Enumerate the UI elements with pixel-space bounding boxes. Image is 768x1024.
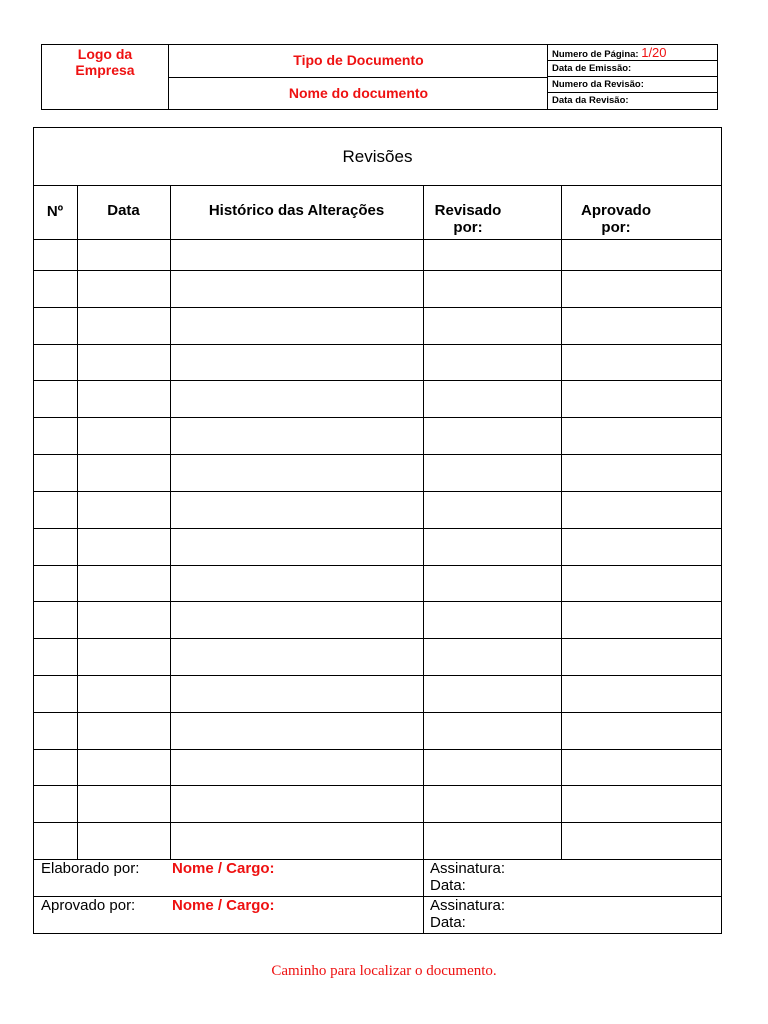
- header-divider-bottom: [169, 109, 548, 110]
- row-divider: [33, 565, 722, 566]
- issue-date-label: Data de Emissão:: [552, 63, 632, 74]
- page-number-value: 1/20: [641, 45, 667, 60]
- header-divider-middle: [169, 77, 548, 78]
- revision-date-label: Data da Revisão:: [552, 95, 629, 106]
- row-divider: [33, 344, 722, 345]
- row-divider: [33, 491, 722, 492]
- meta-divider: [548, 76, 717, 77]
- column-divider: [561, 185, 562, 859]
- col-header-number: Nº: [46, 203, 64, 220]
- row-divider: [33, 528, 722, 529]
- prepared-by-name-field[interactable]: Nome / Cargo:: [172, 860, 275, 877]
- col-header-reviewed-by: [423, 202, 513, 236]
- prepared-signature-label: Assinatura:: [430, 860, 506, 877]
- column-divider: [77, 185, 78, 859]
- prepared-date-label: Data:: [430, 877, 466, 894]
- row-divider: [33, 270, 722, 271]
- page-number-label: Numero de Página:: [552, 49, 639, 60]
- approved-by-name-field[interactable]: Nome / Cargo:: [172, 897, 275, 914]
- col-header-approved-by: [561, 202, 671, 236]
- document-type: Tipo de Documento: [293, 52, 424, 68]
- approved-by-label: Aprovado por:: [41, 897, 136, 914]
- company-logo-box: [41, 44, 169, 110]
- row-divider: [33, 822, 722, 823]
- row-divider: [33, 380, 722, 381]
- reviewed-line-1: Revisado: [434, 202, 502, 219]
- col-header-date: Data: [107, 202, 140, 219]
- logo-line-2: Empresa: [75, 62, 135, 78]
- revisions-table: [33, 127, 722, 934]
- row-divider: [33, 239, 722, 240]
- footer-column-divider: [423, 859, 424, 934]
- row-divider: [33, 454, 722, 455]
- col-header-history: Histórico das Alterações: [208, 202, 385, 219]
- footer-row-divider: [33, 896, 722, 897]
- row-divider: [33, 638, 722, 639]
- column-divider: [423, 185, 424, 859]
- header-divider-top: [169, 44, 548, 45]
- approved-line-2: por:: [601, 219, 631, 236]
- prepared-by-label: Elaborado por:: [41, 860, 140, 877]
- row-divider: [33, 601, 722, 602]
- document-path-note: Caminho para localizar o documento.: [271, 963, 497, 979]
- row-divider: [33, 307, 722, 308]
- revision-number-label: Numero da Revisão:: [552, 79, 644, 90]
- row-divider: [33, 749, 722, 750]
- meta-divider: [548, 60, 717, 61]
- row-divider: [33, 675, 722, 676]
- row-divider: [33, 785, 722, 786]
- approved-date-label: Data:: [430, 914, 466, 931]
- title-divider: [33, 185, 722, 186]
- approved-line-1: Aprovado: [580, 202, 651, 219]
- column-divider: [170, 185, 171, 859]
- row-divider: [33, 417, 722, 418]
- document-name: Nome do documento: [288, 85, 429, 101]
- page-number-row: [552, 47, 667, 61]
- meta-divider: [548, 92, 717, 93]
- reviewed-line-2: por:: [453, 219, 483, 236]
- approved-signature-label: Assinatura:: [430, 897, 506, 914]
- document-meta-box: [547, 44, 718, 110]
- revisions-title: Revisões: [342, 147, 413, 166]
- row-divider: [33, 712, 722, 713]
- logo-line-1: Logo da: [77, 46, 133, 62]
